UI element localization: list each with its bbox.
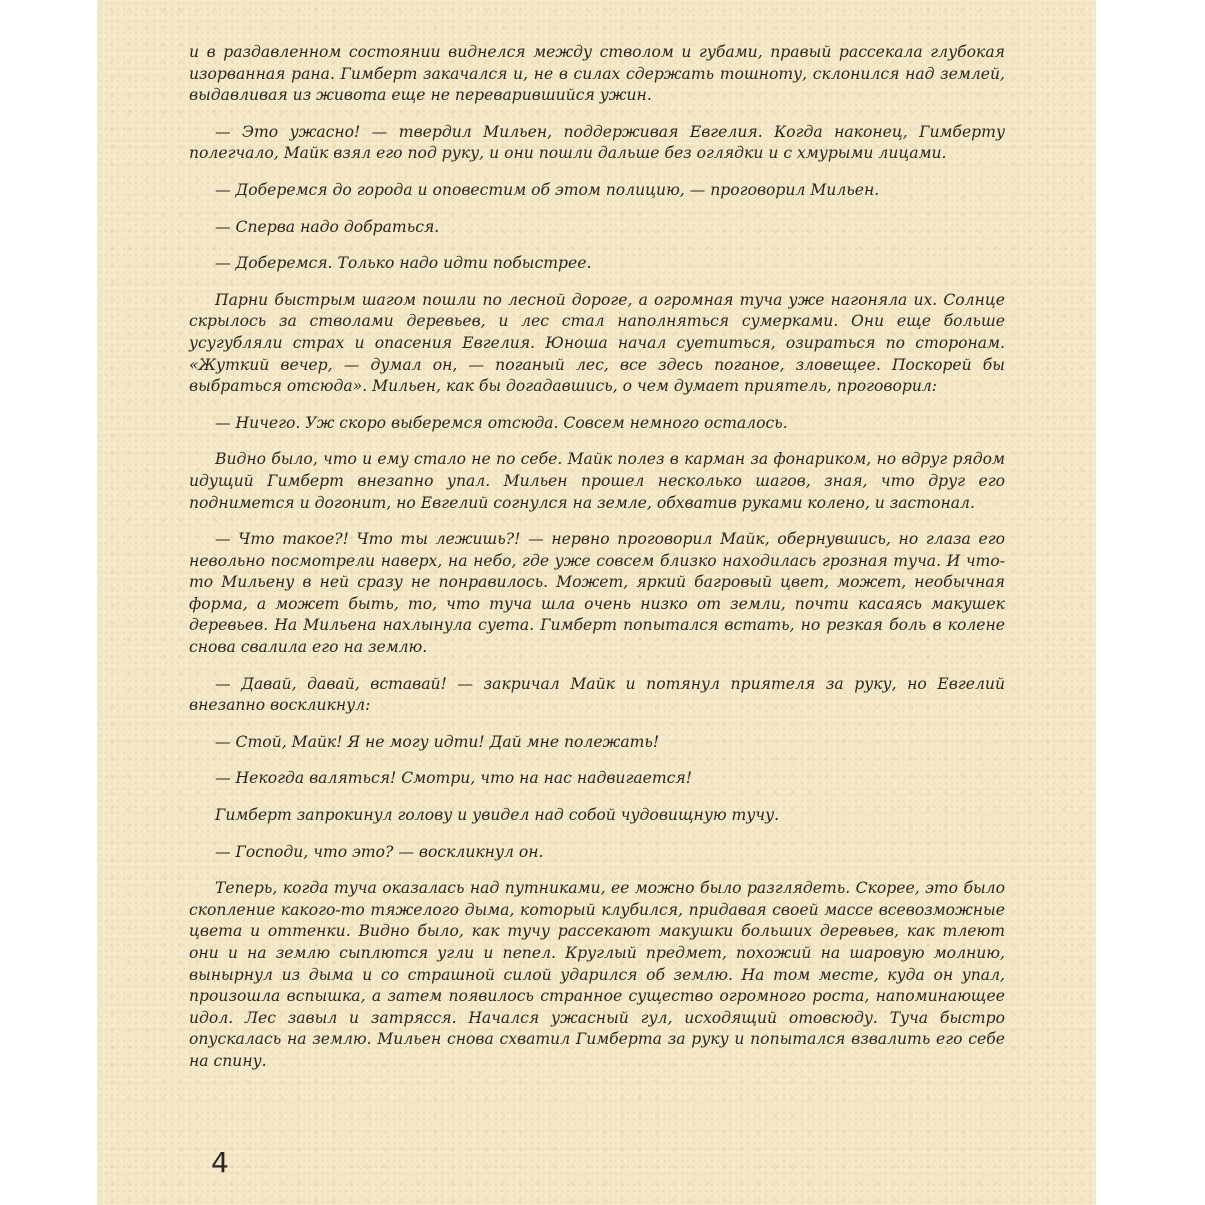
paragraph: — Сперва надо добраться. xyxy=(215,217,440,236)
page-text xyxy=(189,42,1005,1088)
paragraph: Теперь, когда туча оказалась над путниками, ее можно было разглядеть. Скорее, это было скопление какого-то тяжелого дыма, который клубился, придавая своей массе всевозможные цвета и оттенки. Видно было, как тучу рассекают макушки больших деревьев, как тлеют они и на землю сыплются угли и пепел. Круглый предмет, похожий на шаровую молнию, вынырнул из дыма и со страшной силой ударился об землю. На том месте, куда он упал, произошла вспышка, а затем появилось странное существо огромного роста, напоминающее идол. Лес завыл и затрясся. Начался ужасный гул, исходящий отовсюду. Туча быстро опускалась на землю. Мильен снова схватил Гимберта за руку и попытался взвалить его себе на спину. xyxy=(189,879,1005,1070)
paragraph: Гимберт запрокинул голову и увидел над собой чудовищную тучу. xyxy=(215,806,780,825)
paragraph: Парни быстрым шагом пошли по лесной дороге, а огромная туча уже нагоняла их. Солнце скрылось за стволами деревьев, и лес стал наполняться сумерками. Они еще больше усугубляли страх и опасения Евгелия. Юноша начал суетиться, озираться по сторонам. «Жуткий вечер, — думал он, — поганый лес, все здесь поганое, зловещее. Поскорей бы выбраться отсюда». Мильен, как бы догадавшись, о чем думает приятель, проговорил: xyxy=(189,290,1005,396)
paragraph: — Доберемся до города и оповестим об этом полицию, — проговорил Мильен. xyxy=(215,180,880,199)
paragraph: — Давай, давай, вставай! — закричал Майк и потянул приятеля за руку, но Евгелий внезапно воскликнул: xyxy=(189,674,1005,715)
paragraph: Видно было, что и ему стало не по себе. Майк полез в карман за фонариком, но вдруг рядом идущий Гимберт внезапно упал. Мильен прошел несколько шагов, зная, что друг его поднимется и догонит, но Евгелий согнулся на земле, обхватив руками колено, и застонал. xyxy=(189,450,1005,512)
book-page xyxy=(97,0,1096,1205)
paragraph: — Ничего. Уж скоро выберемся отсюда. Совсем немного осталось. xyxy=(215,413,788,432)
paragraph: — Некогда валяться! Смотри, что на нас надвигается! xyxy=(215,769,692,788)
paragraph: — Доберемся. Только надо идти побыстрее. xyxy=(215,254,592,273)
paragraph: — Это ужасно! — твердил Мильен, поддерживая Евгелия. Когда наконец, Гимберту полегчало, Майк взял его под руку, и они пошли дальше без оглядки и с хмурыми лицами. xyxy=(189,122,1005,163)
paragraph: — Что такое?! Что ты лежишь?! — нервно проговорил Майк, обернувшись, но глаза его невольно посмотрели наверх, на небо, где уже совсем близко находилась грозная туча. И что-то Мильену в ней сразу не понравилось. Может, яркий багровый цвет, может, необычная форма, а может быть, то, что туча шла очень низко от земли, почти касаясь макушек деревьев. На Мильена нахлынула суета. Гимберт попытался встать, но резкая боль в колене снова свалила его на землю. xyxy=(189,530,1005,657)
paragraph: — Господи, что это? — воскликнул он. xyxy=(215,842,544,861)
paragraph: — Стой, Майк! Я не могу идти! Дай мне полежать! xyxy=(215,732,660,751)
paragraph: и в раздавленном состоянии виднелся между стволом и губами, правый рассекала глубокая изорванная рана. Гимберт закачался и, не в силах сдержать тошноту, склонился над землей, выдавливая из живота еще не переварившийся ужин. xyxy=(189,43,1005,105)
page-number: 4 xyxy=(211,1146,229,1179)
